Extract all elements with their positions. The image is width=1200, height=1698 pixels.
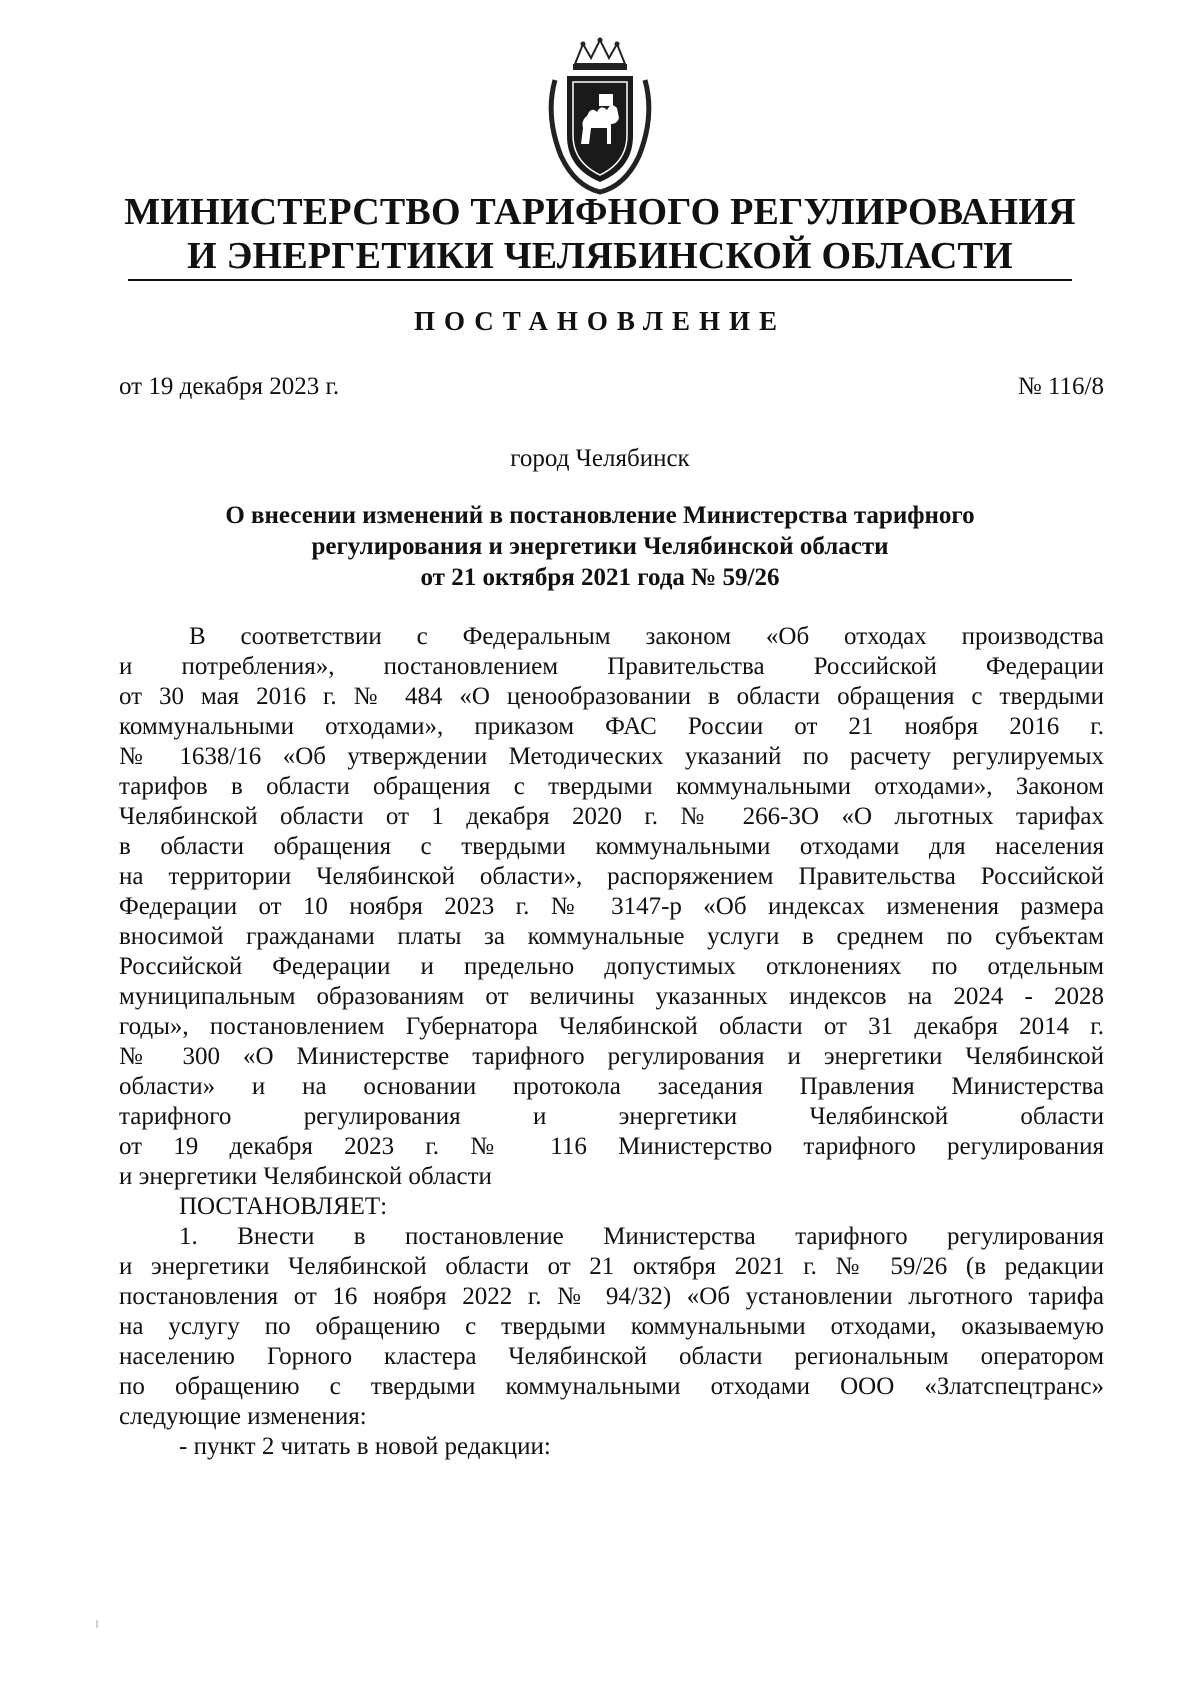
body-line: следующие изменения: bbox=[119, 1403, 367, 1430]
body-line: годы», постановлением Губернатора Челябинской области от 31 декабря 2014 г. bbox=[119, 1013, 1104, 1040]
body-line: № 300 «О Министерстве тарифного регулирования и энергетики Челябинской bbox=[119, 1043, 1104, 1070]
body-line: Российской Федерации и предельно допустимых отклонениях по отдельным bbox=[119, 953, 1104, 980]
ministry-name-line-1: МИНИСТЕРСТВО ТАРИФНОГО РЕГУЛИРОВАНИЯ bbox=[124, 191, 1076, 233]
title-line: регулирования и энергетики Челябинской области bbox=[311, 533, 889, 560]
body-line: тарифного регулирования и энергетики Челябинской области bbox=[119, 1103, 1104, 1130]
body-line: коммунальными отходами», приказом ФАС России от 21 ноября 2016 г. bbox=[119, 713, 1104, 740]
title-line: от 21 октября 2021 года № 59/26 bbox=[420, 564, 780, 591]
body-line: В соответствии с Федеральным законом «Об отходах производства bbox=[189, 623, 1104, 650]
body-line: № 1638/16 «Об утверждении Методических указаний по расчету регулируемых bbox=[119, 743, 1104, 770]
body-line: на территории Челябинской области», распоряжением Правительства Российской bbox=[119, 863, 1104, 890]
body-line: от 19 декабря 2023 г. № 116 Министерство тарифного регулирования bbox=[119, 1133, 1104, 1160]
body-line: 1. Внести в постановление Министерства тарифного регулирования bbox=[179, 1223, 1104, 1250]
body-line: вносимой гражданами платы за коммунальные услуги в среднем по субъектам bbox=[119, 923, 1104, 950]
decision-keyword: ПОСТАНОВЛЯЕТ: bbox=[179, 1193, 388, 1220]
body-line: от 30 мая 2016 г. № 484 «О ценообразовании в области обращения с твердыми bbox=[119, 683, 1104, 710]
body-line: области» и на основании протокола заседания Правления Министерства bbox=[119, 1073, 1104, 1100]
body-line: Федерации от 10 ноября 2023 г. № 3147-р «Об индексах изменения размера bbox=[119, 893, 1104, 920]
ministry-name-line-2: И ЭНЕРГЕТИКИ ЧЕЛЯБИНСКОЙ ОБЛАСТИ bbox=[187, 235, 1013, 277]
body-line: тарифов в области обращения с твердыми коммунальными отходами», Законом bbox=[119, 773, 1104, 800]
document-date: от 19 декабря 2023 г. bbox=[119, 373, 340, 400]
body-line: муниципальным образованиям от величины указанных индексов на 2024 - 2028 bbox=[119, 983, 1104, 1010]
coat-of-arms-icon bbox=[545, 36, 655, 196]
body-line: и энергетики Челябинской области от 21 октября 2021 г. № 59/26 (в редакции bbox=[119, 1253, 1104, 1280]
body-line: населению Горного кластера Челябинской области региональным оператором bbox=[119, 1343, 1104, 1370]
body-line: по обращению с твердыми коммунальными отходами ООО «Златспецтранс» bbox=[119, 1373, 1104, 1400]
body-line: и потребления», постановлением Правительства Российской Федерации bbox=[119, 653, 1104, 680]
header-divider bbox=[128, 279, 1072, 281]
document-title bbox=[120, 500, 1080, 593]
body-line: и энергетики Челябинской области bbox=[119, 1163, 492, 1190]
title-line: О внесении изменений в постановление Министерства тарифного bbox=[225, 502, 975, 529]
document-body bbox=[119, 622, 1104, 1462]
body-line: в области обращения с твердыми коммунальными отходами для населения bbox=[119, 833, 1104, 860]
body-line: Челябинской области от 1 декабря 2020 г. № 266-ЗО «О льготных тарифах bbox=[119, 803, 1104, 830]
body-line: на услугу по обращению с твердыми коммунальными отходами, оказываемую bbox=[119, 1313, 1104, 1340]
body-line: - пункт 2 читать в новой редакции: bbox=[179, 1433, 551, 1460]
scan-artifact bbox=[96, 1620, 98, 1628]
document-city: город Челябинск bbox=[510, 445, 690, 472]
document-number: № 116/8 bbox=[1017, 373, 1104, 400]
document-type: ПОСТАНОВЛЕНИЕ bbox=[413, 306, 787, 336]
body-line: постановления от 16 ноября 2022 г. № 94/32) «Об установлении льготного тарифа bbox=[119, 1283, 1104, 1310]
